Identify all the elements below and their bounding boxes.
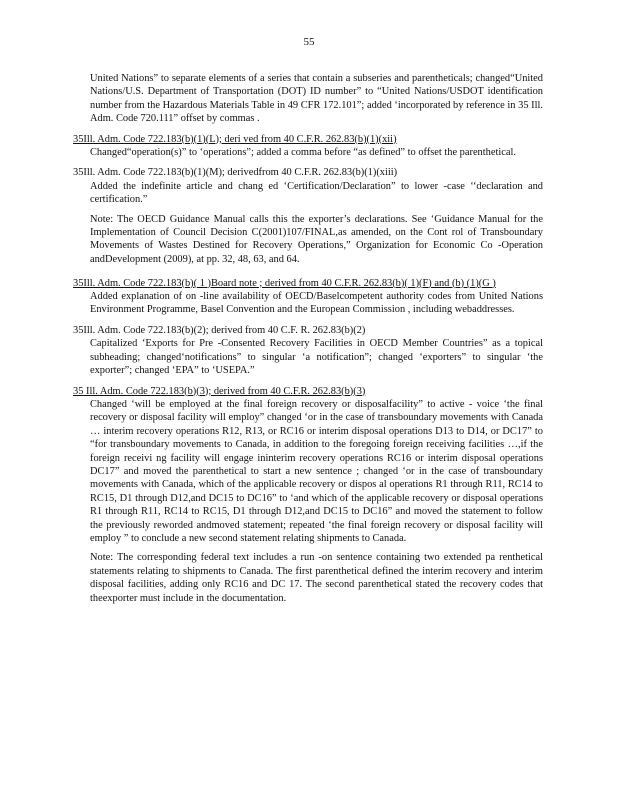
- entries-list: [73, 72, 543, 615]
- entry-heading: 35Ill. Adm. Code 722.183(b)( 1 )Board note ; derived from 40 C.F.R. 262.83(b)( 1)(F) and (b) (1)(G ): [73, 277, 496, 289]
- entry-722-183-b-1-M: [73, 166, 543, 266]
- entry-heading: 35Ill. Adm. Code 722.183(b)(1)(L); deri ved from 40 C.F.R. 262.83(b)(1)(xii): [73, 133, 397, 145]
- entry-722-183-b-1-board-note: [73, 277, 543, 317]
- entry-continuation: [73, 72, 543, 126]
- entry-722-183-b-1-L: [73, 133, 543, 160]
- entry-body: Changed“operation(s)” to ‘operations”; added a comma before “as defined” to offset the parenthetical.: [90, 147, 516, 159]
- entry-heading: 35Ill. Adm. Code 722.183(b)(2); derived from 40 C.F. R. 262.83(b)(2): [73, 324, 366, 336]
- page-number: 55: [303, 36, 315, 48]
- entry-722-183-b-3: [73, 385, 543, 606]
- entry-body: Capitalized ‘Exports for Pre -Consented Recovery Facilities in OECD Member Countries” as a topical subheading; changed‘notifications” to singular ‘a notification”; changed ‘exporters” to singular ‘the exporter”; changed ‘EPA” to ‘USEPA.”: [90, 338, 543, 377]
- entry-heading: 35Ill. Adm. Code 722.183(b)(1)(M); derivedfrom 40 C.F.R. 262.83(b)(1)(xiii): [73, 167, 398, 179]
- entry-body: United Nations” to separate elements of a series that contain a subseries and parentheticals; changed“United Nations/U.S. Department of Transportation (DOT) ID number” to “United Nations/USDOT identification number from the Hazardous Materials Table in 49 CFR 172.101”; added ‘incorporated by reference in 35 Ill. Adm. Code 720.111” offset by commas .: [90, 73, 543, 125]
- entry-722-183-b-2: [73, 324, 543, 378]
- entry-note: Note: The OECD Guidance Manual calls this the exporter’s declarations. See ‘Guidance Manual for the Implementation of Council Decision C(2001)107/FINAL,as amended, on the Cont rol of Transboundary Movements of Wastes Destined for Recovery Operations,” Organization for Economic Co -Operation andDevelopment (2009), at pp. 32, 48, 63, and 64.: [90, 213, 543, 265]
- entry-heading: 35 Ill. Adm. Code 722.183(b)(3); derived from 40 C.F.R. 262.83(b)(3): [73, 385, 366, 397]
- entry-body: Changed ‘will be employed at the final foreign recovery or disposalfacility” to active - voice ‘the final recovery or disposal facility will employ” changed ‘or in the case of transboundary movements with Canada … interim recovery operations R12, R13, or RC16 or interim disposal operations D13 to D14, or DC17” to “for transboundary movements to Canada, in addition to the foregoing foreign receiving facilities …,if the foreign receivi ng facility will engage ininterim recovery operations RC16 or interim disposal operations DC17” and moved the parenthetical to start a new sentence ; changed ‘or in the case of transboundary movements with Canada, which of the applicable recovery or dispos al operations R1 through R11, RC14 to RC15, D1 through D12,and DC15 to DC16” to ‘and which of the applicable recovery or disposal operations R1 through R11, RC14 to RC15, D1 through D12,and DC15 to DC16” and moved the statement to follow the previously reworded andmoved statement; repeated ‘the final foreign recovery or disposal facility will employ ” to conclude a new second statement relating shipments to Canada.: [90, 398, 543, 544]
- entry-body: Added explanation of on -line availability of OECD/Baselcompetent authority codes from United Nations Environment Programme, Basel Convention and the European Commission , including webaddresses.: [90, 291, 543, 316]
- entry-note: Note: The corresponding federal text includes a run -on sentence containing two extended pa renthetical statements relating to shipments to Canada. The first parenthetical defined the interim recovery and interim disposal facilities, adding only RC16 and DC 17. The second parenthetical stated the recovery codes that theexporter must include in the documentation.: [90, 552, 543, 604]
- entry-body: Added the indefinite article and chang ed ‘Certification/Declaration” to lower -case ‘‘declaration and certification.”: [90, 180, 543, 206]
